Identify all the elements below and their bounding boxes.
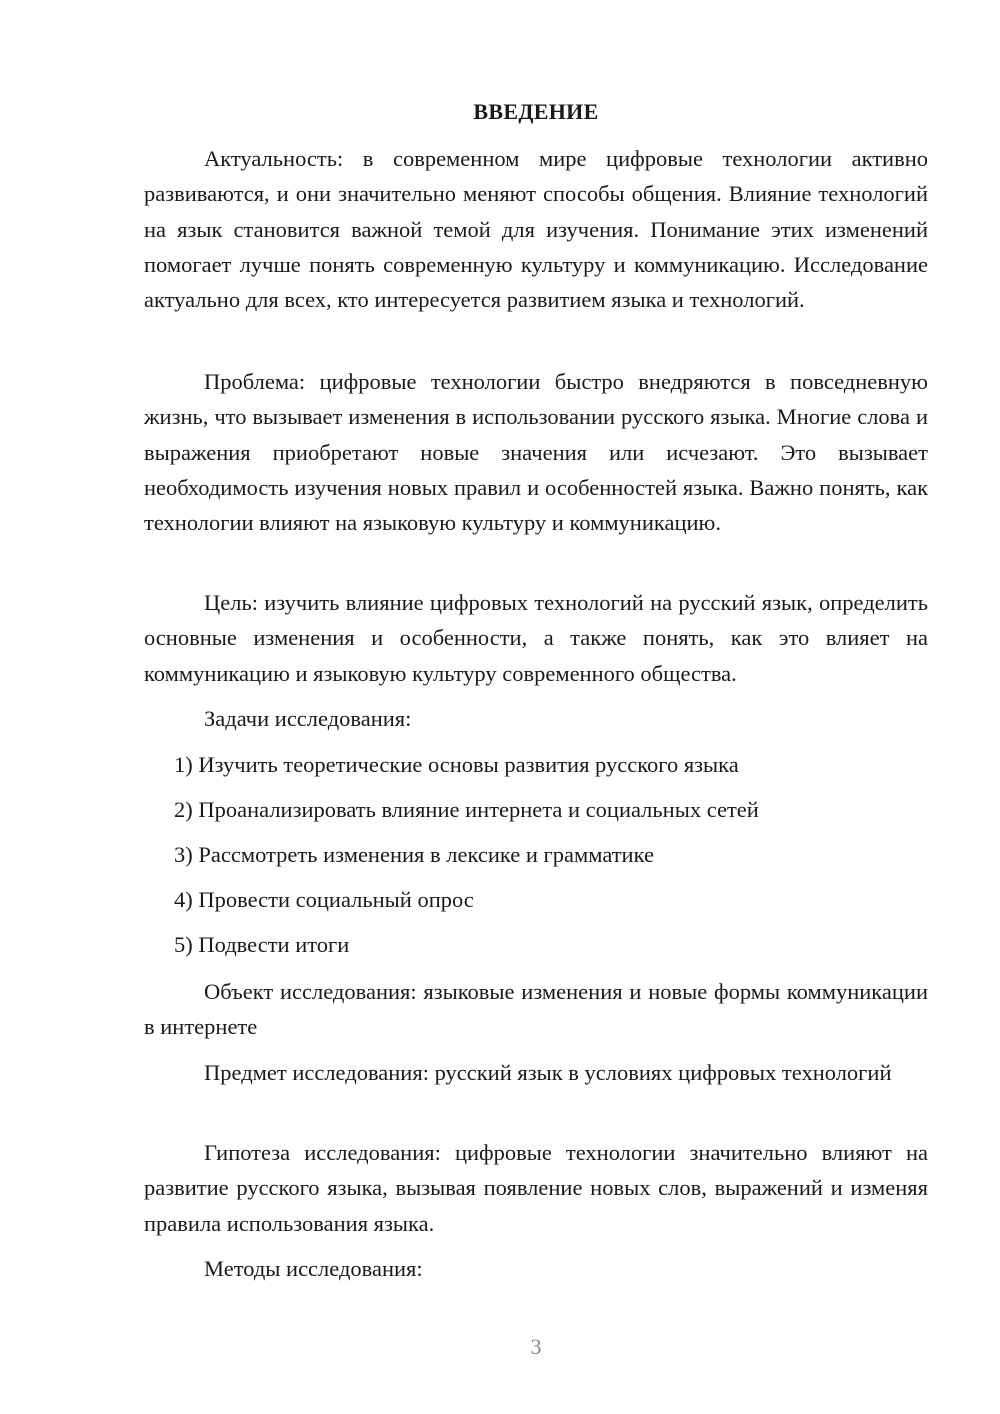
object-paragraph: Объект исследования: языковые изменения и новые формы коммуникации в интернете xyxy=(144,979,928,1040)
page-title: ВВЕДЕНИЕ xyxy=(473,99,599,124)
tasks-heading: Задачи исследования: xyxy=(204,706,412,731)
relevance-paragraph: Актуальность: в современном мире цифровые технологии активно развиваются, и они значительно меняют способы общения. Влияние технологий на язык становится важной темой для изучения. Понимание этих изменений помогает лучше понять современную культуру и коммуникацию. Исследование актуально для всех, кто интересуется развитием языка и технологий. xyxy=(144,146,928,313)
problem-paragraph: Проблема: цифровые технологии быстро внедряются в повседневную жизнь, что вызывает изменения в использовании русского языка. Многие слова и выражения приобретают новые значения или исчезают. Это вызывает необходимость изучения новых правил и особенностей языка. Важно понять, как технологии влияют на языковую культуру и коммуникацию. xyxy=(144,369,928,536)
task-item-5: 5) Подвести итоги xyxy=(174,932,350,957)
hypothesis-paragraph: Гипотеза исследования: цифровые технологии значительно влияют на развитие русского языка, вызывая появление новых слов, выражений и изменяя правила использования языка. xyxy=(144,1140,928,1236)
task-item-4: 4) Провести социальный опрос xyxy=(174,887,474,912)
task-item-3: 3) Рассмотреть изменения в лексике и грамматике xyxy=(174,842,654,867)
subject-paragraph: Предмет исследования: русский язык в условиях цифровых технологий xyxy=(204,1060,892,1085)
task-item-1: 1) Изучить теоретические основы развития русского языка xyxy=(174,752,739,777)
goal-paragraph: Цель: изучить влияние цифровых технологий на русский язык, определить основные изменения и особенности, а также понять, как это влияет на коммуникацию и языковую культуру современного общества. xyxy=(144,590,928,686)
task-item-2: 2) Проанализировать влияние интернета и социальных сетей xyxy=(174,797,759,822)
methods-heading: Методы исследования: xyxy=(204,1256,423,1281)
page-number: 3 xyxy=(530,1334,542,1359)
